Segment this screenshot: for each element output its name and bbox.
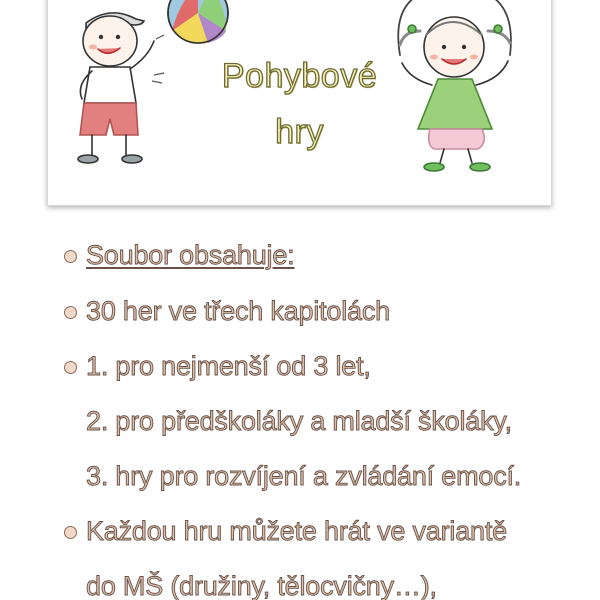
bullet-icon — [64, 526, 77, 539]
header-banner — [47, 0, 552, 206]
list-item: Soubor obsahuje: — [86, 240, 295, 270]
list-item: Každou hru můžete hrát ve variantě — [86, 516, 507, 546]
ball-illustration — [168, 0, 228, 43]
title-line-2: hry — [275, 113, 324, 151]
list-item: 1. pro nejmenší od 3 let, — [86, 351, 371, 381]
bullet-icon — [64, 306, 77, 319]
list-item-continuation: 2. pro předškoláky a mladší školáky, — [86, 406, 512, 436]
bullet-icon — [64, 250, 77, 263]
bullet-icon — [64, 361, 77, 374]
title-line-1: Pohybové — [221, 57, 378, 95]
list-item: 30 her ve třech kapitolách — [86, 296, 390, 326]
list-item-continuation: do MŠ (družiny, tělocvičny…), — [86, 571, 437, 600]
list-item-continuation: 3. hry pro rozvíjení a zvládání emocí. — [86, 461, 522, 491]
